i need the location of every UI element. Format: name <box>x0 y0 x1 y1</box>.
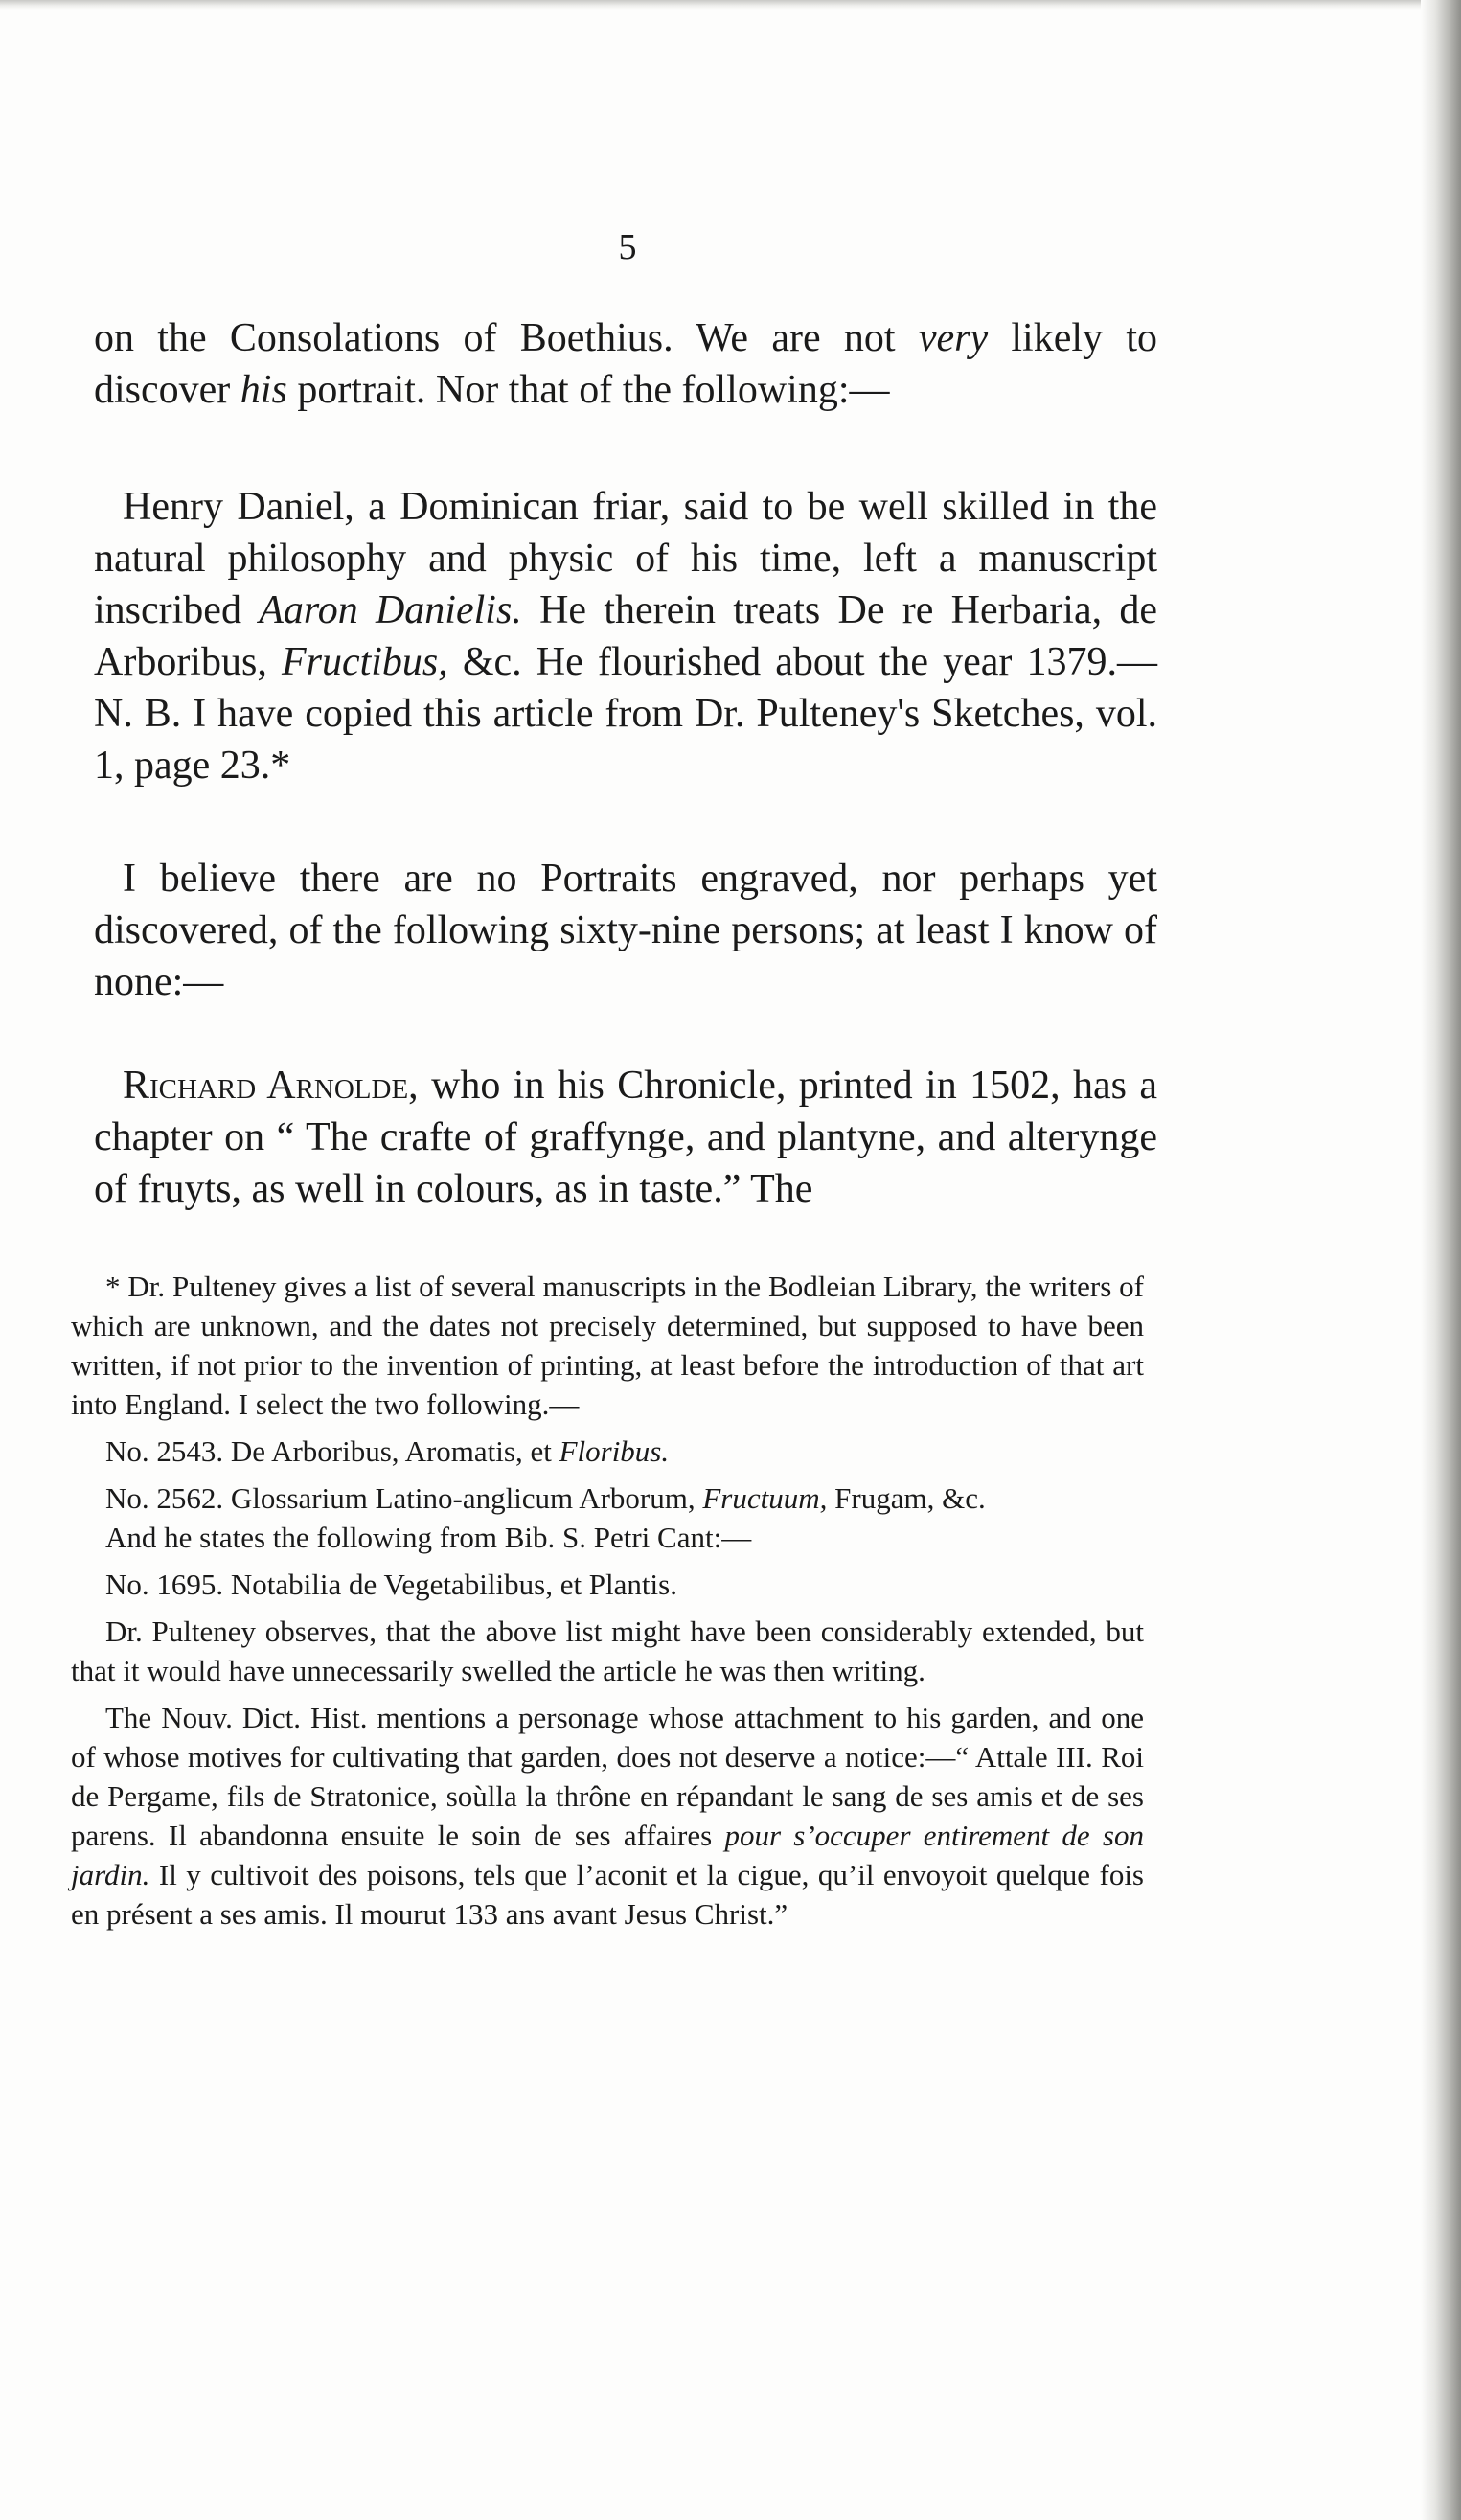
paragraph-richard-arnolde <box>94 1060 1157 1215</box>
page-number: 5 <box>618 227 637 267</box>
person-name: Richard Arnolde, <box>123 1064 419 1108</box>
footnote-item: And he states the following from Bib. S. Petri Cant:— <box>105 1521 752 1554</box>
page-binding-edge <box>1421 0 1461 2520</box>
footnote-item: No. 2562. Glossarium Latino-anglicum Arborum, Fructuum, Frugam, &c. <box>105 1481 986 1515</box>
paragraph-text: I believe there are no Portraits engraved, nor perhaps yet discovered, of the following sixty-nine persons; at least I know of none:— <box>94 857 1157 1004</box>
paragraph-text: Richard Arnolde, who in his Chronicle, printed in 1502, has a chapter on “ The crafte of graffynge, and plantyne, and alterynge of fruyts, as well in colours, as in taste.” The <box>94 1064 1157 1211</box>
paragraph-text: on the Consolations of Boethius. We are not very likely to discover his portrait. Nor that of the following:— <box>94 316 1157 412</box>
footnote-item: No. 1695. Notabilia de Vegetabilibus, et Plantis. <box>105 1568 677 1601</box>
footnote <box>71 1267 1144 1934</box>
footnote-intro: * Dr. Pulteney gives a list of several manuscripts in the Bodleian Library, the writers of which are unknown, and the dates not precisely determined, but supposed to have been written, if not prior to the invention of printing, at least before the introduction of that art into England. I select the two following.— <box>71 1270 1144 1421</box>
paragraph-henry-daniel <box>94 481 1157 791</box>
footnote-item: No. 2543. De Arboribus, Aromatis, et Floribus. <box>105 1434 670 1468</box>
footnote-observation: Dr. Pulteney observes, that the above list might have been considerably extended, but that it would have unnecessarily swelled the article he was then writing. <box>71 1615 1144 1687</box>
page-top-edge <box>0 0 1461 10</box>
paragraph-no-portraits <box>94 853 1157 1008</box>
paragraph-boethius <box>94 312 1157 416</box>
footnote-nouv-dict: The Nouv. Dict. Hist. mentions a personage whose attachment to his garden, and one of whose motives for cultivating that garden, does not deserve a notice:—“ Attale III. Roi de Pergame, fils de Stratonice, soùlla la thrône en répandant le sang de ses amis et de ses parens. Il abandonna ensuite le soin de ses affaires pour s’occuper entirement de son jardin. Il y cultivoit des poisons, tels que l’aconit et la cigue, qu’il envoyoit quelque fois en présent a ses amis. Il mourut 133 ans avant Jesus Christ.” <box>71 1701 1144 1931</box>
paragraph-text: Henry Daniel, a Dominican friar, said to be well skilled in the natural philosophy and physic of his time, left a manuscript inscribed Aaron Danielis. He therein treats De re Herbaria, de Arboribus, Fructibus, &c. He flourished about the year 1379.—N. B. I have copied this article from Dr. Pulteney's Sketches, vol. 1, page 23.* <box>94 485 1158 788</box>
